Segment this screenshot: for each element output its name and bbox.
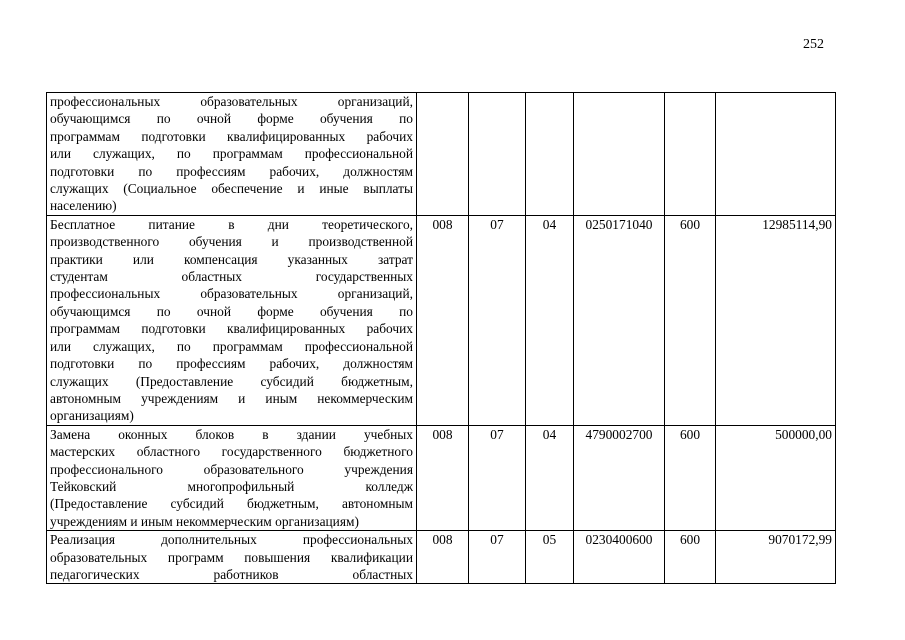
description-line: автономным учреждениям и иным некоммерческим <box>50 390 413 406</box>
description-line: или служащих, по программам профессиональной <box>50 146 413 162</box>
budget-table <box>46 92 836 584</box>
description-line: населению) <box>50 198 117 214</box>
subsection-code-cell: 04 <box>526 215 574 425</box>
description-cell <box>47 425 417 530</box>
description-line: Тейковский многопрофильный колледж <box>50 478 413 494</box>
description-line: учреждениям и иным некоммерческим организациям) <box>50 513 359 529</box>
target-article-cell <box>574 93 665 216</box>
expense-type-cell: 600 <box>665 531 716 584</box>
description-cell <box>47 531 417 584</box>
description-line: подготовки по профессиям рабочих, должностям <box>50 356 413 372</box>
section-code-cell <box>469 93 526 216</box>
description-line: организациям) <box>50 408 134 424</box>
description-line: программам подготовки квалифицированных рабочих <box>50 321 413 337</box>
description-line: педагогических работников областных <box>50 566 413 582</box>
target-article-cell: 0250171040 <box>574 215 665 425</box>
description-line: или служащих, по программам профессиональной <box>50 338 413 354</box>
description-line: обучающимся по очной форме обучения по <box>50 111 413 127</box>
ministry-code-cell: 008 <box>417 425 469 530</box>
description-line: профессионального образовательного учреждения <box>50 461 413 477</box>
description-line: образовательных программ повышения квалификации <box>50 549 413 565</box>
description-line: производственного обучения и производственной <box>50 234 413 250</box>
budget-table-body <box>47 93 836 584</box>
description-line: Реализация дополнительных профессиональных <box>50 532 413 548</box>
description-line: практики или компенсация указанных затрат <box>50 251 413 267</box>
amount-cell: 9070172,99 <box>716 531 836 584</box>
expense-type-cell <box>665 93 716 216</box>
expense-type-cell: 600 <box>665 425 716 530</box>
target-article-cell: 0230400600 <box>574 531 665 584</box>
description-line: программам подготовки квалифицированных рабочих <box>50 128 413 144</box>
section-code-cell: 07 <box>469 425 526 530</box>
description-cell <box>47 93 417 216</box>
section-code-cell: 07 <box>469 215 526 425</box>
table-row <box>47 531 836 584</box>
description-line: Бесплатное питание в дни теоретического, <box>50 216 413 232</box>
subsection-code-cell <box>526 93 574 216</box>
table-row <box>47 93 836 216</box>
amount-cell: 500000,00 <box>716 425 836 530</box>
section-code-cell: 07 <box>469 531 526 584</box>
description-line: Замена оконных блоков в здании учебных <box>50 426 413 442</box>
description-line: профессиональных образовательных организаций, <box>50 286 413 302</box>
table-row <box>47 215 836 425</box>
description-line: служащих (Предоставление субсидий бюджетным, <box>50 373 413 389</box>
description-line: профессиональных образовательных организаций, <box>50 94 413 109</box>
description-line: служащих (Социальное обеспечение и иные выплаты <box>50 181 413 197</box>
description-cell <box>47 215 417 425</box>
ministry-code-cell <box>417 93 469 216</box>
amount-cell: 12985114,90 <box>716 215 836 425</box>
subsection-code-cell: 04 <box>526 425 574 530</box>
subsection-code-cell: 05 <box>526 531 574 584</box>
amount-cell <box>716 93 836 216</box>
ministry-code-cell: 008 <box>417 531 469 584</box>
description-line: (Предоставление субсидий бюджетным, автономным <box>50 496 413 512</box>
ministry-code-cell: 008 <box>417 215 469 425</box>
description-line: мастерских областного государственного бюджетного <box>50 444 413 460</box>
description-line: студентам областных государственных <box>50 269 413 285</box>
description-line: подготовки по профессиям рабочих, должностям <box>50 163 413 179</box>
target-article-cell: 4790002700 <box>574 425 665 530</box>
page-number: 252 <box>803 37 824 52</box>
table-row <box>47 425 836 530</box>
expense-type-cell: 600 <box>665 215 716 425</box>
description-line: обучающимся по очной форме обучения по <box>50 303 413 319</box>
